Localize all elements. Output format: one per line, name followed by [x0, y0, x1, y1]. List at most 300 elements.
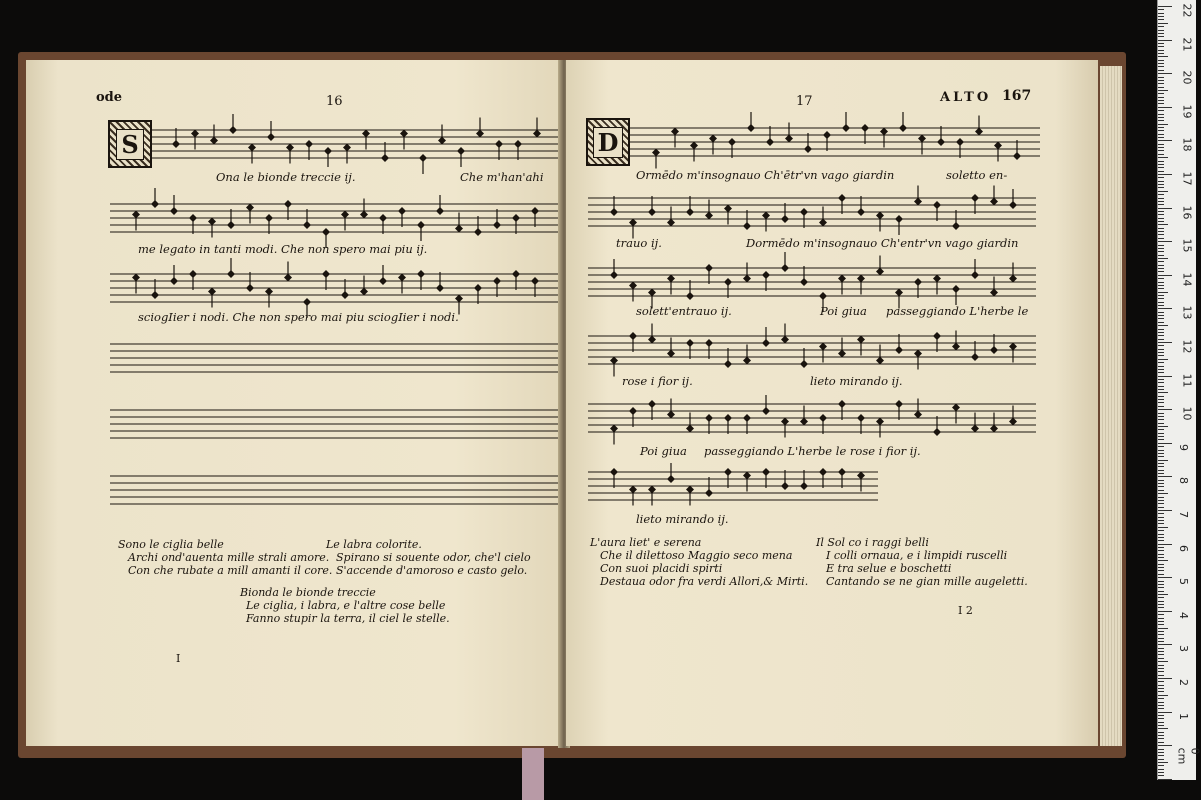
ruler-tick: [1158, 150, 1164, 151]
ruler-tick: [1158, 728, 1168, 729]
ruler-tick: [1158, 762, 1168, 763]
poem-line: Sono le ciglia belle: [118, 538, 224, 551]
ruler-tick: [1158, 103, 1164, 104]
ruler-tick: [1158, 594, 1168, 595]
ruler-tick: [1158, 534, 1164, 535]
ruler-tick: [1158, 255, 1164, 256]
ruler-tick: [1158, 416, 1164, 417]
page-edges: [1100, 66, 1122, 746]
ruler-tick: [1158, 261, 1164, 262]
ruler-tick: [1158, 60, 1164, 61]
ruler-tick: [1158, 66, 1164, 67]
ruler-tick: [1158, 584, 1164, 585]
ruler-tick: [1158, 520, 1164, 521]
ruler-tick: [1158, 402, 1164, 403]
ruler-tick: [1158, 419, 1164, 420]
ruler-tick: [1158, 187, 1164, 188]
ruler-tick: [1158, 702, 1164, 703]
ruler-tick: [1158, 738, 1164, 739]
ruler-tick: [1158, 372, 1164, 373]
ruler-tick: [1158, 413, 1164, 414]
ruler-tick: [1158, 56, 1168, 57]
ruler-tick: [1158, 322, 1164, 323]
ruler-label: 8: [1177, 477, 1190, 485]
poem-stanza-2: [816, 536, 1028, 588]
ruler-tick: [1158, 550, 1164, 551]
staff-6: [588, 464, 878, 508]
ruler-tick: [1158, 517, 1164, 518]
ruler-tick: [1158, 426, 1168, 427]
lyric-line: passeggiando L'herbe le rose i fior ij.: [704, 444, 921, 458]
ruler-tick: [1158, 349, 1164, 350]
ruler-tick: [1158, 406, 1164, 407]
ruler-tick: [1158, 325, 1168, 326]
ruler-tick: [1158, 564, 1164, 565]
ruler-label: 18: [1180, 137, 1194, 152]
ruler-tick: [1158, 130, 1164, 131]
ruler-tick: [1158, 140, 1172, 141]
ruler-tick: [1158, 271, 1164, 272]
ruler-tick: [1158, 527, 1168, 528]
lyric-line: Dormēdo m'insognauo Ch'entr'vn vago giardin: [746, 236, 1019, 250]
ruler-tick: [1158, 352, 1164, 353]
ruler-tick: [1158, 530, 1164, 531]
ruler-label: 13: [1180, 305, 1194, 320]
ruler-tick: [1158, 228, 1164, 229]
ruler-label: 9: [1177, 443, 1190, 451]
staff-2: [110, 196, 560, 240]
lyric-line: Ona le bionde treccie ij.: [216, 170, 356, 184]
ruler-tick: [1158, 302, 1164, 303]
ruler-tick: [1158, 83, 1164, 84]
ruler-tick: [1158, 16, 1164, 17]
ruler-tick: [1158, 191, 1168, 192]
staff-1: [630, 120, 1040, 164]
ruler-tick: [1158, 127, 1164, 128]
ruler-label: 14: [1180, 272, 1194, 287]
staff-1: [150, 122, 560, 166]
ruler-tick: [1158, 285, 1164, 286]
ruler-tick: [1158, 523, 1164, 524]
ruler-tick: [1158, 695, 1168, 696]
ruler-label: 10: [1180, 406, 1194, 421]
ruler-label: 17: [1180, 171, 1194, 186]
ruler-tick: [1158, 429, 1164, 430]
ruler-tick: [1158, 671, 1164, 672]
ruler-label: 11: [1180, 373, 1194, 388]
ruler-tick: [1158, 779, 1172, 780]
ruler-tick: [1158, 342, 1172, 343]
ruler-tick: [1158, 685, 1164, 686]
ruler-tick: [1158, 705, 1164, 706]
ruler-tick: [1158, 651, 1164, 652]
ruler-tick: [1158, 591, 1164, 592]
lyric-line: lieto mirando ij.: [636, 512, 729, 526]
ruler-tick: [1158, 376, 1172, 377]
ruler-tick: [1158, 13, 1164, 14]
ruler-tick: [1158, 678, 1172, 679]
ruler-label: 21: [1180, 37, 1194, 52]
ruler-tick: [1158, 735, 1164, 736]
ruler-label: 19: [1180, 104, 1194, 119]
staff-3: [110, 266, 560, 310]
ruler-tick: [1158, 248, 1164, 249]
ruler-tick: [1158, 446, 1164, 447]
ruler-label: 4: [1177, 611, 1190, 619]
ruler-tick: [1158, 161, 1164, 162]
ruler-tick: [1158, 40, 1172, 41]
ruler-tick: [1158, 43, 1164, 44]
ruler-tick: [1158, 658, 1164, 659]
ruler-tick: [1158, 423, 1164, 424]
ruler-tick: [1158, 665, 1164, 666]
ruler-tick: [1158, 725, 1164, 726]
ruler-tick: [1158, 473, 1164, 474]
decorated-initial: [586, 118, 630, 166]
ruler-label: 15: [1180, 238, 1194, 253]
ruler-tick: [1158, 177, 1164, 178]
ruler-tick: [1158, 171, 1164, 172]
ruler-tick: [1158, 554, 1164, 555]
staff-5: [588, 396, 1036, 440]
lyric-line: Poi giua: [640, 444, 687, 458]
ruler-tick: [1158, 194, 1164, 195]
ruler-tick: [1158, 19, 1164, 20]
ruler-tick: [1158, 466, 1164, 467]
ruler-tick: [1158, 97, 1164, 98]
ruler-tick: [1158, 315, 1164, 316]
ruler-tick: [1158, 278, 1164, 279]
ruler-tick: [1158, 359, 1168, 360]
ruler-tick: [1158, 90, 1168, 91]
staff-3: [588, 260, 1036, 304]
ruler-tick: [1158, 675, 1164, 676]
lyric-line: rose i fior ij.: [622, 374, 693, 388]
ruler-tick: [1158, 614, 1164, 615]
ruler-tick: [1158, 765, 1164, 766]
ruler-tick: [1158, 224, 1168, 225]
lyric-line: trauo ij.: [616, 236, 662, 250]
poem-line: Bionda le bionde treccie: [240, 586, 376, 599]
ruler-tick: [1158, 30, 1164, 31]
decorated-initial: [108, 120, 152, 168]
ruler-tick: [1158, 379, 1164, 380]
poem-stanza-2: [326, 538, 531, 577]
ruler-tick: [1158, 601, 1164, 602]
ruler-tick: [1158, 318, 1164, 319]
ruler-tick: [1158, 460, 1168, 461]
ruler-label: 3: [1177, 645, 1190, 653]
poem-line: L'aura liet' e serena: [590, 536, 702, 549]
ruler-tick: [1158, 305, 1164, 306]
ruler-tick: [1158, 382, 1164, 383]
ruler-tick: [1158, 134, 1164, 135]
ruler-tick: [1158, 234, 1164, 235]
ruler-tick: [1158, 386, 1164, 387]
ruler-tick: [1158, 567, 1164, 568]
ruler-tick: [1158, 137, 1164, 138]
ruler-tick: [1158, 329, 1164, 330]
ruler-tick: [1158, 604, 1164, 605]
ruler-tick: [1158, 453, 1164, 454]
ruler-tick: [1158, 755, 1164, 756]
initial-letter: D: [593, 127, 624, 158]
empty-staff: [110, 468, 560, 512]
ruler-label: 5: [1177, 578, 1190, 586]
ruler-tick: [1158, 681, 1164, 682]
ruler-tick: [1158, 221, 1164, 222]
ruler-tick: [1158, 9, 1164, 10]
ruler-tick: [1158, 500, 1164, 501]
ruler-tick: [1158, 715, 1164, 716]
poem-line: Le ciglia, i labra, e l'altre cose belle: [246, 599, 446, 612]
ruler-tick: [1158, 618, 1164, 619]
lyric-line: passeggiando L'herbe le: [886, 304, 1029, 318]
poem-refrain: [240, 586, 450, 625]
poem-line: Il Sol co i raggi belli: [816, 536, 929, 549]
ruler-tick: [1158, 208, 1172, 209]
ruler-tick: [1158, 26, 1164, 27]
ruler-label: 0 cm: [1175, 747, 1201, 765]
ruler-tick: [1158, 638, 1164, 639]
ruler-tick: [1158, 577, 1172, 578]
ruler-tick: [1158, 476, 1172, 477]
ruler-tick: [1158, 366, 1164, 367]
ruler-tick: [1158, 355, 1164, 356]
ruler-tick: [1158, 463, 1164, 464]
empty-staff: [110, 336, 560, 380]
right-page-number: 17: [796, 94, 813, 109]
ruler-label: 6: [1177, 544, 1190, 552]
ruler-tick: [1158, 624, 1164, 625]
ruler-tick: [1158, 641, 1164, 642]
ruler-tick: [1158, 124, 1168, 125]
ruler-tick: [1158, 691, 1164, 692]
ruler-tick: [1158, 597, 1164, 598]
signature-mark: I: [176, 652, 181, 665]
ruler-tick: [1158, 544, 1172, 545]
lyric-line: Che m'han'ahi: [460, 170, 544, 184]
ruler-tick: [1158, 439, 1164, 440]
poem-line: I colli ornaua, e i limpidi ruscelli: [826, 549, 1008, 562]
ruler-tick: [1158, 480, 1164, 481]
ruler-tick: [1158, 587, 1164, 588]
ruler-tick: [1158, 389, 1164, 390]
ruler-tick: [1158, 174, 1172, 175]
left-page-number: 16: [326, 94, 343, 109]
ruler-tick: [1158, 231, 1164, 232]
ruler-tick: [1158, 154, 1164, 155]
ruler-tick: [1158, 668, 1164, 669]
ruler-tick: [1158, 443, 1172, 444]
staff-2: [588, 190, 1036, 234]
ruler-tick: [1158, 654, 1164, 655]
ruler-tick: [1158, 295, 1164, 296]
ruler-tick: [1158, 198, 1164, 199]
lyric-line: Poi giua: [820, 304, 867, 318]
ruler-tick: [1158, 298, 1164, 299]
poem-line: S'accende d'amoroso e casto gelo.: [336, 564, 528, 577]
lyric-line: solett'entrauo ij.: [636, 304, 732, 318]
ruler-tick: [1158, 644, 1172, 645]
ruler-tick: [1158, 181, 1164, 182]
poem-line: Spirano si souente odor, che'l cielo: [336, 551, 531, 564]
poem-stanza-1: [590, 536, 808, 588]
ruler-tick: [1158, 167, 1164, 168]
ruler-tick: [1158, 513, 1164, 514]
poem-line: Le labra colorite.: [326, 538, 422, 551]
open-book: [18, 52, 1126, 758]
ruler-tick: [1158, 749, 1164, 750]
ruler-tick: [1158, 238, 1164, 239]
lyric-line: lieto mirando ij.: [810, 374, 903, 388]
ruler-tick: [1158, 120, 1164, 121]
lyric-line: Ormēdo m'insognauo Ch'ētr'vn vago giardin: [636, 168, 895, 182]
ruler-tick: [1158, 456, 1164, 457]
left-page: [26, 60, 562, 746]
ruler-tick: [1158, 490, 1164, 491]
ruler-label: 12: [1180, 339, 1194, 354]
ruler-tick: [1158, 70, 1164, 71]
ruler-tick: [1158, 241, 1172, 242]
ruler-tick: [1158, 742, 1164, 743]
ruler-tick: [1158, 288, 1164, 289]
ruler-tick: [1158, 308, 1172, 309]
ruler-tick: [1158, 292, 1168, 293]
ruler-tick: [1158, 493, 1168, 494]
ruler-tick: [1158, 769, 1164, 770]
ruler-tick: [1158, 409, 1172, 410]
lyric-line: soletto en-: [946, 168, 1008, 182]
ruler-tick: [1158, 688, 1164, 689]
ruler-tick: [1158, 507, 1164, 508]
ruler-tick: [1158, 268, 1164, 269]
ruler-tick: [1158, 147, 1164, 148]
ruler-tick: [1158, 211, 1164, 212]
right-page: [566, 60, 1098, 746]
ruler-tick: [1158, 722, 1164, 723]
ruler-label: 7: [1177, 511, 1190, 518]
ruler-tick: [1158, 164, 1164, 165]
ruler-tick: [1158, 486, 1164, 487]
ruler-tick: [1158, 157, 1168, 158]
ruler-tick: [1158, 275, 1172, 276]
ruler-tick: [1158, 258, 1168, 259]
poem-line: E tra selue e boschetti: [826, 562, 952, 575]
ruler-tick: [1158, 537, 1164, 538]
ruler-tick: [1158, 436, 1164, 437]
ruler-tick: [1158, 23, 1168, 24]
ruler-tick: [1158, 503, 1164, 504]
poem-line: Con suoi placidi spirti: [600, 562, 723, 575]
ruler-tick: [1158, 114, 1164, 115]
ruler-tick: [1158, 611, 1172, 612]
ruler-tick: [1158, 339, 1164, 340]
poem-line: Cantando se ne gian mille augeletti.: [826, 575, 1028, 588]
ruler-tick: [1158, 265, 1164, 266]
ruler-tick: [1158, 607, 1164, 608]
ruler-tick: [1158, 483, 1164, 484]
ruler-tick: [1158, 144, 1164, 145]
ruler-tick: [1158, 201, 1164, 202]
ruler-tick: [1158, 745, 1172, 746]
ruler-tick: [1158, 540, 1164, 541]
ruler-tick: [1158, 77, 1164, 78]
ruler-tick: [1158, 510, 1172, 511]
ruler-tick: [1158, 634, 1164, 635]
ruler-tick: [1158, 648, 1164, 649]
ruler-tick: [1158, 73, 1172, 74]
lyric-line: sciogIier i nodi. Che non spero mai piu sciogIier i nodi.: [138, 310, 459, 324]
ruler-tick: [1158, 581, 1164, 582]
staff-4: [588, 328, 1036, 372]
ruler-tick: [1158, 117, 1164, 118]
ruler-tick: [1158, 560, 1168, 561]
ruler-tick: [1158, 712, 1172, 713]
ruler-tick: [1158, 698, 1164, 699]
initial-letter: S: [116, 129, 143, 160]
ruler-tick: [1158, 204, 1164, 205]
measuring-ruler: [1157, 0, 1201, 780]
ruler-tick: [1158, 433, 1164, 434]
ruler-tick: [1158, 732, 1164, 733]
ruler-tick: [1158, 214, 1164, 215]
ruler-tick: [1158, 100, 1164, 101]
ruler-tick: [1158, 53, 1164, 54]
ruler-tick: [1158, 759, 1164, 760]
poem-line: Che il dilettoso Maggio seco mena: [600, 549, 793, 562]
ruler-tick: [1158, 33, 1164, 34]
ruler-tick: [1158, 752, 1164, 753]
ruler-tick: [1158, 251, 1164, 252]
ruler-label: 22: [1180, 3, 1194, 18]
ruler-tick: [1158, 450, 1164, 451]
ruler-tick: [1158, 570, 1164, 571]
lyric-line: me legato in tanti modi. Che non spero mai piu ij.: [138, 242, 428, 256]
ruler-tick: [1158, 574, 1164, 575]
ruler-tick: [1158, 628, 1168, 629]
voice-part-label: ALTO: [940, 90, 992, 105]
ruler-tick: [1158, 772, 1164, 773]
poem-line: Con che rubate a mill amanti il core.: [128, 564, 333, 577]
poem-line: Archi ond'auenta mille strali amore.: [128, 551, 330, 564]
ruler-tick: [1158, 661, 1168, 662]
empty-staff: [110, 402, 560, 446]
ruler-tick: [1158, 6, 1172, 7]
ruler-tick: [1158, 107, 1172, 108]
ruler-tick: [1158, 218, 1164, 219]
ruler-tick: [1158, 631, 1164, 632]
folio-mark: 167: [1002, 88, 1032, 104]
ruler-tick: [1158, 245, 1164, 246]
ruler-tick: [1158, 345, 1164, 346]
ruler-label: 16: [1180, 205, 1194, 220]
ruler-tick: [1158, 547, 1164, 548]
ruler-label: 2: [1177, 679, 1190, 686]
ruler-tick: [1158, 470, 1164, 471]
ruler-tick: [1158, 282, 1164, 283]
ruler-tick: [1158, 392, 1168, 393]
ruler-tick: [1158, 369, 1164, 370]
signature-mark: I 2: [958, 604, 973, 617]
left-corner-mark: ode: [96, 90, 123, 105]
ruler-tick: [1158, 63, 1164, 64]
ruler-tick: [1158, 93, 1164, 94]
ruler-tick: [1158, 50, 1164, 51]
ruler-tick: [1158, 36, 1164, 37]
ruler-tick: [1158, 775, 1164, 776]
ruler-tick: [1158, 621, 1164, 622]
